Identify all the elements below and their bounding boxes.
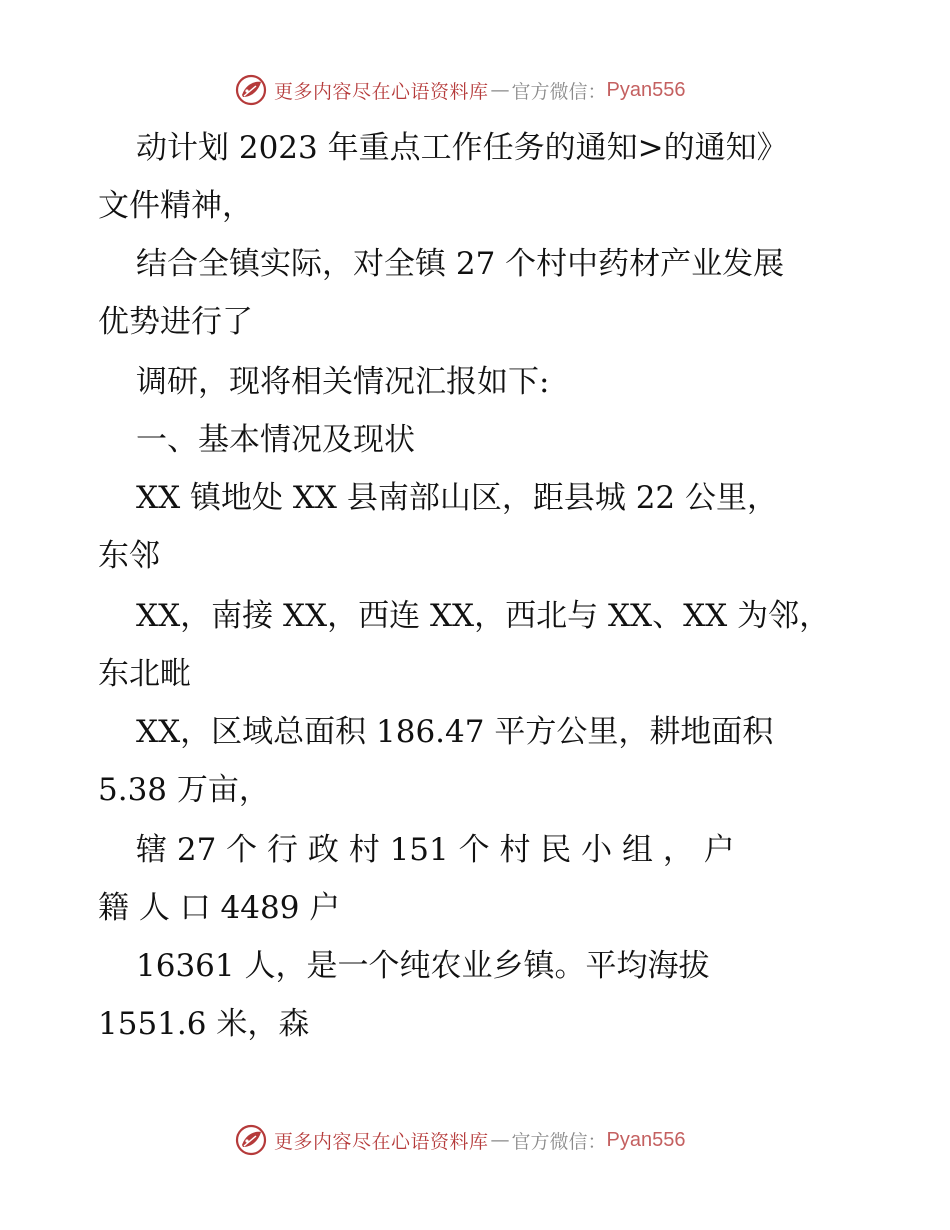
red-leaf-seal-icon [234,73,268,107]
paragraph-line: 结合全镇实际，对全镇 27 个村中药材产业发展 [136,246,785,282]
paragraph-line: 东北毗 [98,656,191,692]
paragraph-line: XX，区域总面积 186.47 平方公里，耕地面积 [136,714,774,750]
header-banner-text: 更多内容尽在心语资料库 [274,80,489,103]
paragraph-line: 优势进行了 [98,304,253,340]
header-banner-contact-label: 官方微信： [511,80,607,103]
footer-banner-text: 更多内容尽在心语资料库 [274,1130,489,1153]
paragraph-line: 动计划 2023 年重点工作任务的通知>的通知》 [136,130,788,166]
footer-banner-separator: — [490,1129,510,1151]
header-banner [234,70,714,110]
header-banner-contact-id: Pyan556 [606,78,686,101]
footer-banner-contact-label: 官方微信： [511,1130,607,1153]
paragraph-line: 16361 人，是一个纯农业乡镇。平均海拔 [136,948,710,984]
red-leaf-seal-icon [234,1123,268,1157]
paragraph-line: XX，南接 XX，西连 XX，西北与 XX、XX 为邻， [136,598,831,634]
footer-banner-contact-id: Pyan556 [606,1128,686,1151]
paragraph-line: 辖 27 个 行 政 村 151 个 村 民 小 组 ， 户 [136,832,735,868]
section-heading: 一、基本情况及现状 [136,422,415,458]
paragraph-line: 文件精神， [98,188,253,224]
paragraph-line: 5.38 万亩， [98,772,270,808]
paragraph-line: 1551.6 米，森 [98,1006,310,1042]
header-banner-separator: — [490,79,510,101]
paragraph-line: 东邻 [98,538,160,574]
footer-banner [234,1120,714,1160]
paragraph-line: XX 镇地处 XX 县南部山区，距县城 22 公里， [136,480,778,516]
paragraph-line: 调研，现将相关情况汇报如下: [136,364,550,400]
paragraph-line: 籍 人 口 4489 户 [98,890,341,926]
